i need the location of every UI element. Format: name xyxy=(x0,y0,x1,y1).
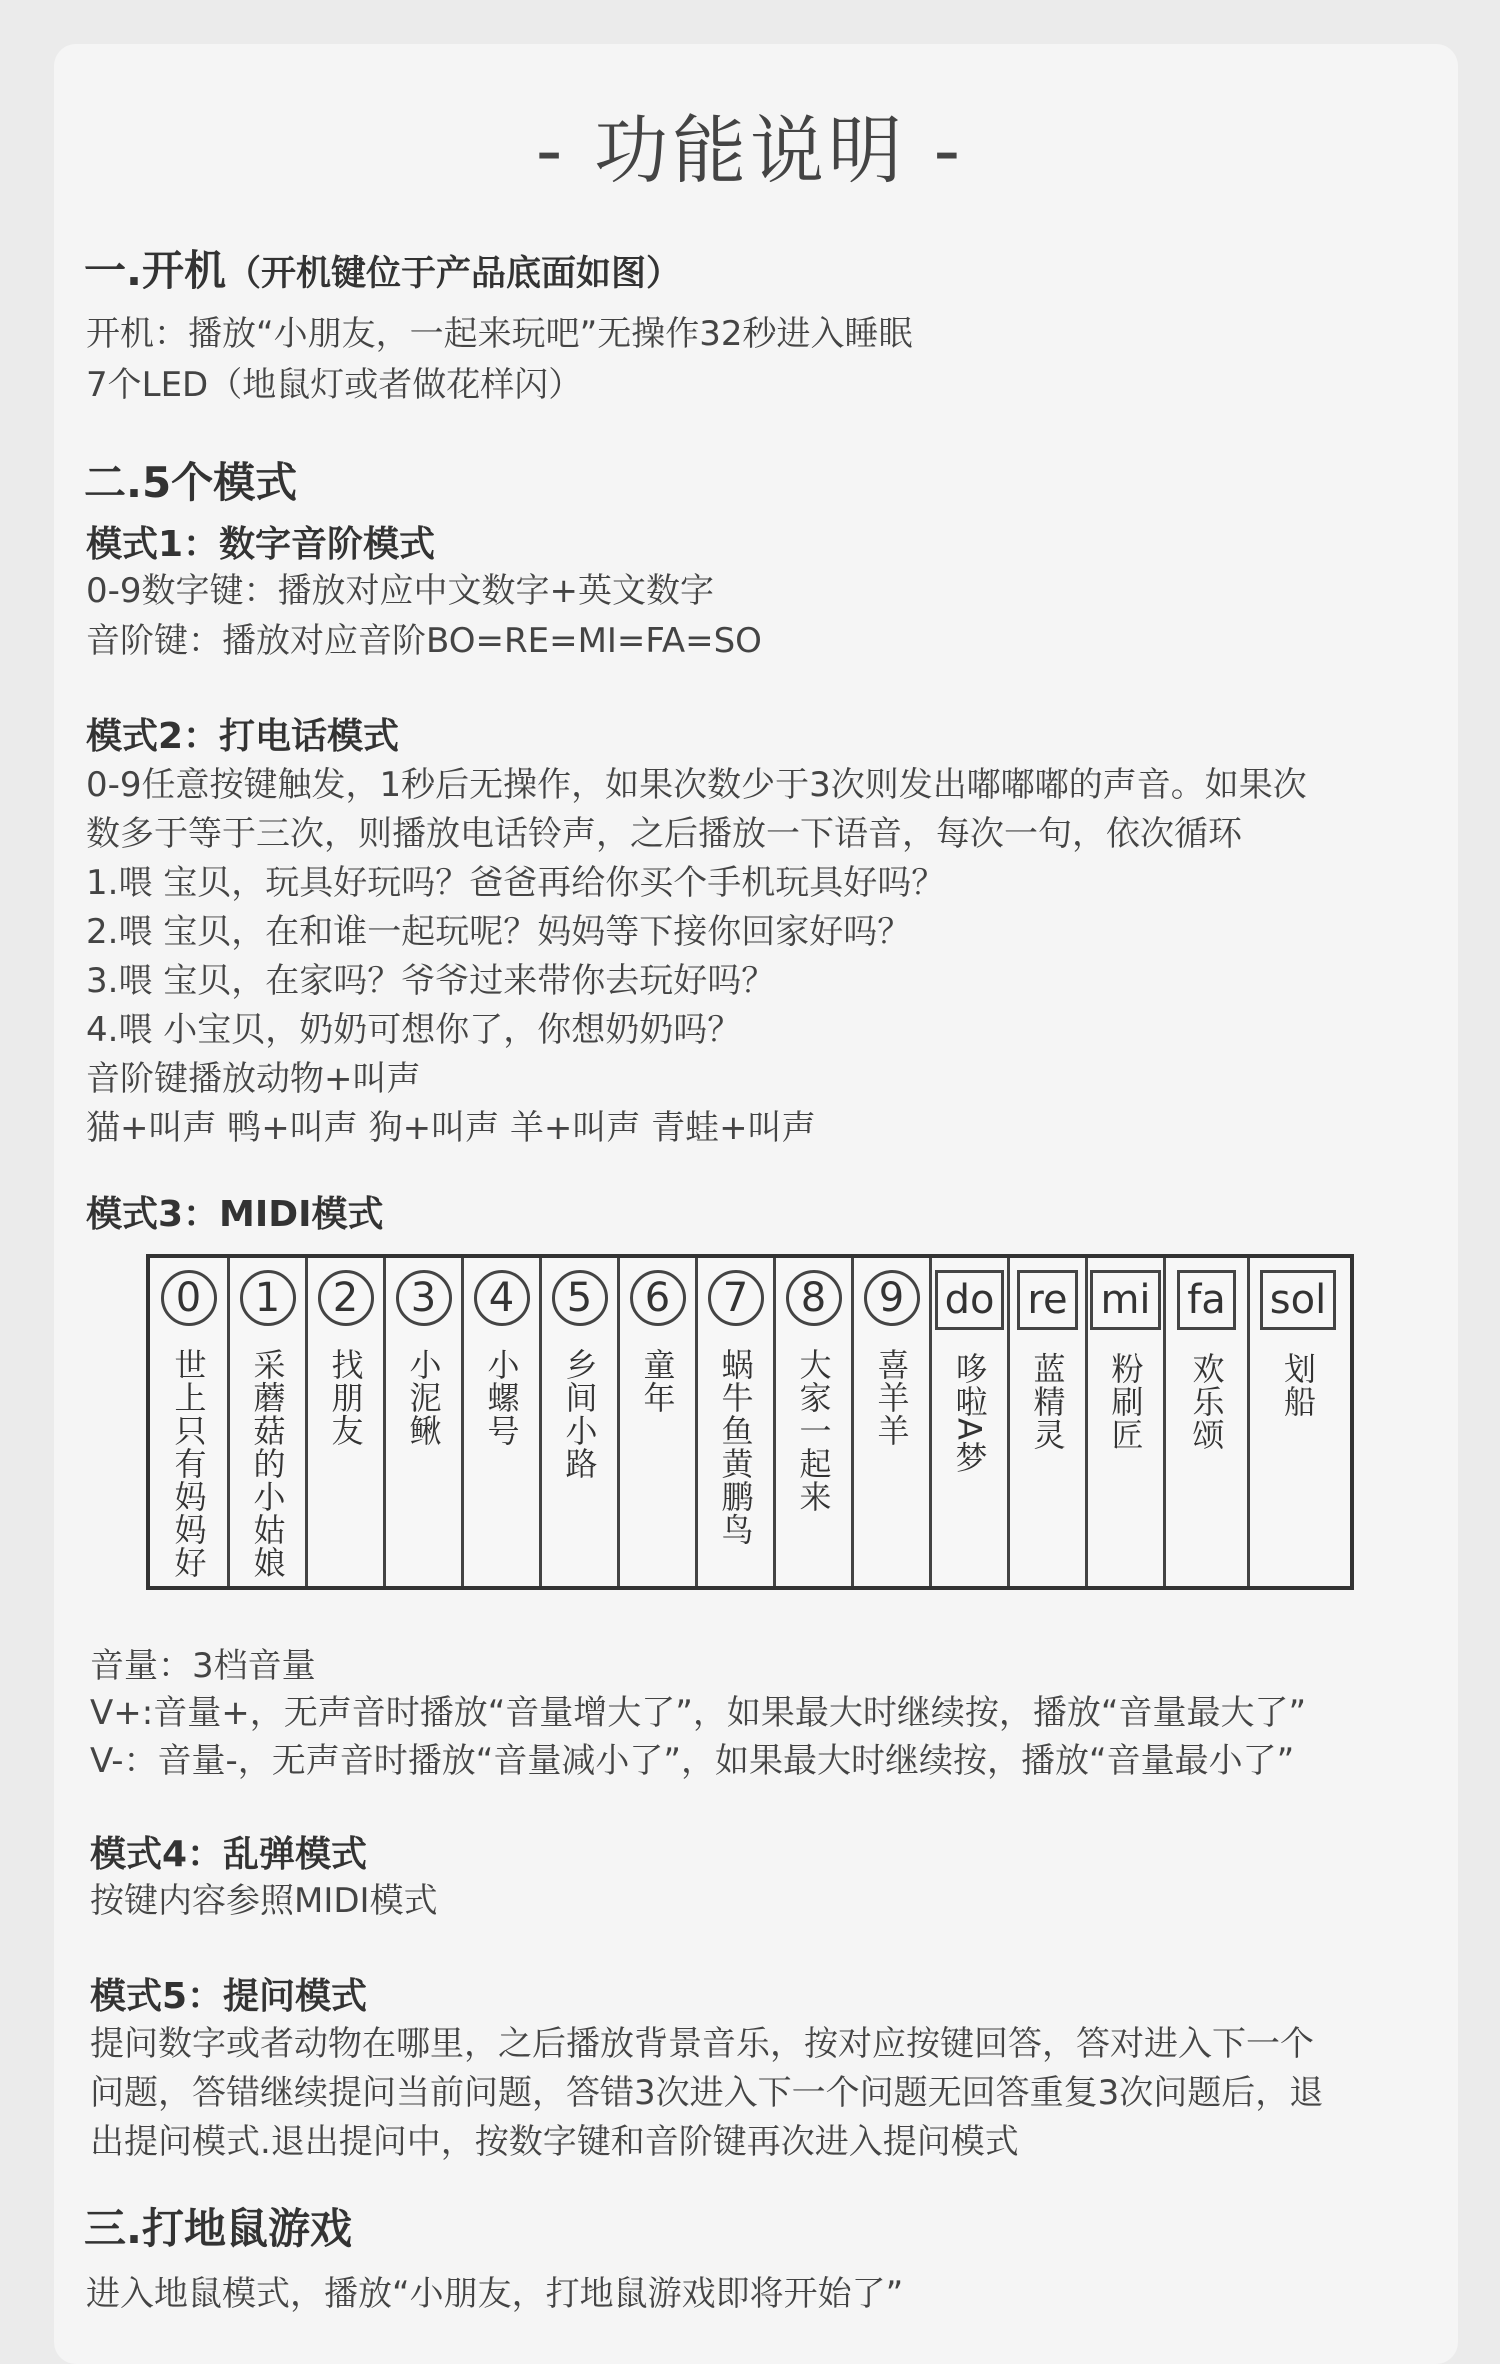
midi-song-name: 小螺号 xyxy=(482,1348,521,1447)
mode5-line-2: 问题，答错继续提问当前问题，答错3次进入下一个问题无回答重复3次问题后，退 xyxy=(90,2073,1324,2113)
midi-key-label: 8 xyxy=(786,1270,842,1326)
midi-key-label: mi xyxy=(1090,1270,1160,1330)
mode2-line-6: 4.喂 小宝贝，奶奶可想你了，你想奶奶吗？ xyxy=(86,1010,742,1050)
midi-song-name: 喜羊羊 xyxy=(872,1348,911,1447)
midi-key-label: 2 xyxy=(318,1270,374,1326)
mode2-line-2: 数多于等于三次，则播放电话铃声，之后播放一下语音，每次一句，依次循环 xyxy=(86,814,1242,854)
mode1-heading: 模式1：数字音阶模式 xyxy=(86,524,436,565)
mode2-line-5: 3.喂 宝贝，在家吗？爷爷过来带你去玩好吗？ xyxy=(86,961,776,1001)
mode1-line-2: 音阶键：播放对应音阶BO=RE=MI=FA=SO xyxy=(86,621,762,661)
mode2-line-4: 2.喂 宝贝，在和谁一起玩呢？妈妈等下接你回家好吗？ xyxy=(86,912,912,952)
midi-key-column xyxy=(1088,1258,1166,1586)
volume-line-3: V-：音量-，无声音时播放“音量减小了”，如果最大时继续按，播放“音量最小了” xyxy=(90,1741,1295,1781)
whack-a-mole-line-1: 进入地鼠模式，播放“小朋友，打地鼠游戏即将开始了” xyxy=(86,2274,904,2314)
midi-key-column xyxy=(698,1258,776,1586)
midi-song-name: 世上只有妈妈好 xyxy=(169,1348,208,1579)
midi-key-label: 1 xyxy=(240,1270,296,1326)
midi-key-label: 4 xyxy=(474,1270,530,1326)
midi-key-column xyxy=(150,1258,230,1586)
midi-key-column xyxy=(542,1258,620,1586)
midi-key-column xyxy=(1010,1258,1088,1586)
midi-key-column xyxy=(620,1258,698,1586)
midi-key-column xyxy=(386,1258,464,1586)
mode1-line-1: 0-9数字键：播放对应中文数字+英文数字 xyxy=(86,571,715,611)
midi-key-label: fa xyxy=(1177,1270,1236,1330)
page-title: - 功能说明 - xyxy=(535,108,965,194)
section-heading-whack-a-mole: 三.打地鼠游戏 xyxy=(84,2204,352,2253)
midi-key-label: 7 xyxy=(708,1270,764,1326)
midi-key-column xyxy=(1250,1258,1346,1586)
midi-song-name: 蓝精灵 xyxy=(1028,1352,1067,1451)
midi-song-name: 找朋友 xyxy=(326,1348,365,1447)
midi-song-name: 小泥鳅 xyxy=(404,1348,443,1447)
midi-key-column xyxy=(776,1258,854,1586)
midi-song-name: 划船 xyxy=(1279,1352,1317,1418)
mode2-line-3: 1.喂 宝贝，玩具好玩吗？爸爸再给你买个手机玩具好吗？ xyxy=(86,863,946,903)
mode5-heading: 模式5：提问模式 xyxy=(90,1976,368,2017)
midi-song-name: 蜗牛鱼黄鹏鸟 xyxy=(716,1348,755,1546)
mode5-line-3: 出提问模式.退出提问中，按数字键和音阶键再次进入提问模式 xyxy=(90,2122,1019,2162)
section-heading-power xyxy=(84,238,681,298)
midi-key-label: sol xyxy=(1260,1270,1336,1330)
power-line-2: 7个LED（地鼠灯或者做花样闪） xyxy=(86,365,583,405)
midi-key-column xyxy=(932,1258,1010,1586)
midi-key-label: 9 xyxy=(864,1270,920,1326)
midi-key-label: re xyxy=(1017,1270,1077,1330)
midi-song-name: 哆啦A梦 xyxy=(950,1352,989,1474)
section-heading-power-text: 一.开机 xyxy=(84,246,226,295)
midi-key-column xyxy=(854,1258,932,1586)
midi-key-label: 0 xyxy=(161,1270,217,1326)
volume-line-2: V+:音量+，无声音时播放“音量增大了”，如果最大时继续按，播放“音量最大了” xyxy=(90,1693,1307,1733)
midi-song-name: 乡间小路 xyxy=(560,1348,599,1480)
mode2-line-7: 音阶键播放动物+叫声 xyxy=(86,1059,421,1099)
midi-key-column xyxy=(464,1258,542,1586)
midi-key-column xyxy=(1166,1258,1250,1586)
midi-key-column xyxy=(308,1258,386,1586)
midi-key-label: do xyxy=(935,1270,1005,1330)
volume-line-1: 音量：3档音量 xyxy=(90,1646,316,1686)
mode2-heading: 模式2：打电话模式 xyxy=(86,716,400,757)
mode4-heading: 模式4：乱弹模式 xyxy=(90,1834,368,1875)
mode2-line-8: 猫+叫声 鸭+叫声 狗+叫声 羊+叫声 青蛙+叫声 xyxy=(86,1108,816,1148)
midi-key-label: 3 xyxy=(396,1270,452,1326)
midi-key-label: 5 xyxy=(552,1270,608,1326)
midi-key-table xyxy=(146,1254,1354,1590)
midi-key-label: 6 xyxy=(630,1270,686,1326)
mode2-line-1: 0-9任意按键触发，1秒后无操作，如果次数少于3次则发出嘟嘟嘟的声音。如果次 xyxy=(86,765,1307,805)
midi-song-name: 采蘑菇的小姑娘 xyxy=(248,1348,287,1579)
midi-song-name: 粉刷匠 xyxy=(1106,1352,1145,1451)
midi-song-name: 大家一起来 xyxy=(794,1348,833,1513)
mode3-heading: 模式3：MIDI模式 xyxy=(86,1194,384,1235)
midi-song-name: 童年 xyxy=(638,1348,677,1414)
section-heading-power-note: （开机键位于产品底面如图） xyxy=(225,254,681,294)
mode5-line-1: 提问数字或者动物在哪里，之后播放背景音乐，按对应按键回答，答对进入下一个 xyxy=(90,2024,1314,2064)
midi-key-column xyxy=(230,1258,308,1586)
mode4-line-1: 按键内容参照MIDI模式 xyxy=(90,1881,438,1921)
power-line-1: 开机：播放“小朋友，一起来玩吧”无操作32秒进入睡眠 xyxy=(86,314,913,354)
section-heading-modes: 二.5个模式 xyxy=(84,458,298,507)
midi-song-name: 欢乐颂 xyxy=(1187,1352,1226,1451)
